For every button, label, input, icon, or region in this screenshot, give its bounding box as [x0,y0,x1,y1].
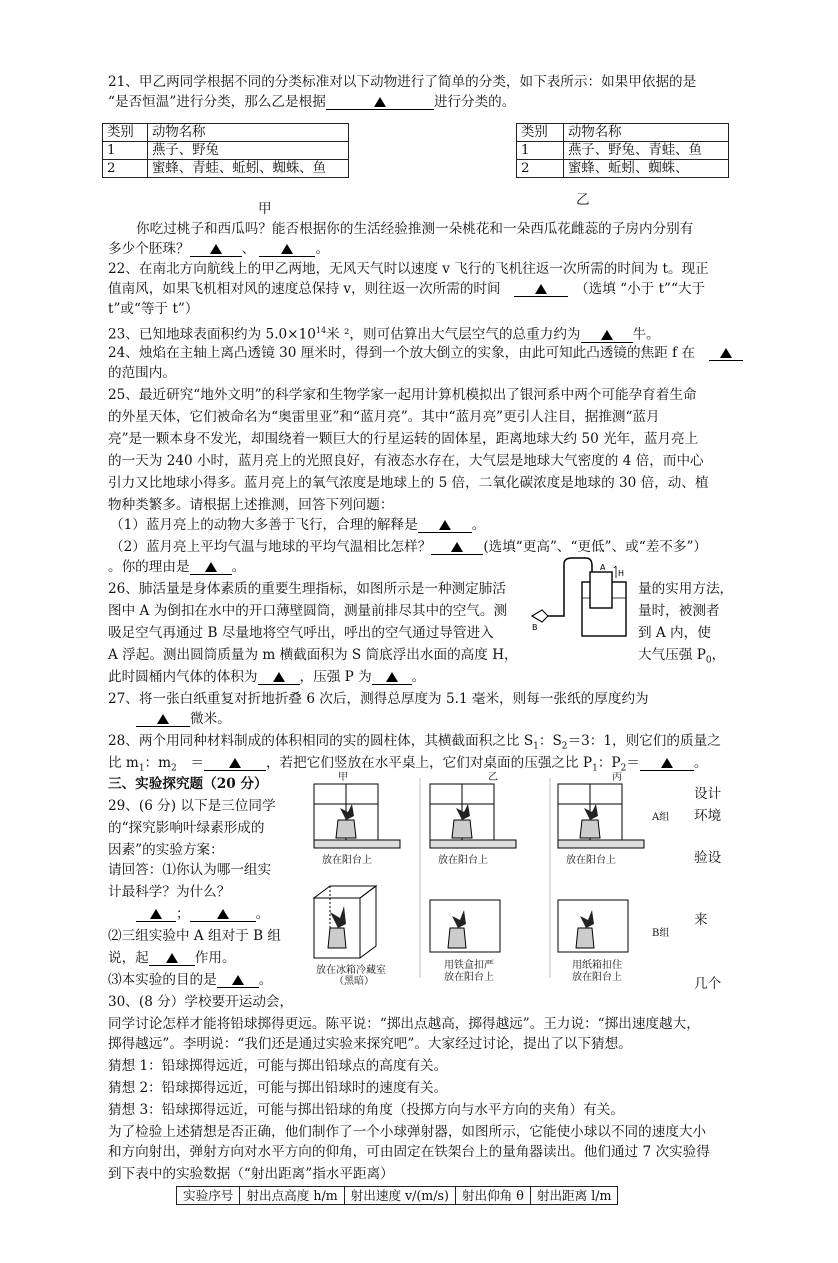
triangle-icon [273,672,285,682]
q30-line: 同学讨论怎样才能将铅球掷得更远。陈平说：“掷出点越高，掷得越远”。王力说：“掷出速度越大， [108,1016,700,1032]
q28-line1: 28、两个用同种材料制成的体积相同的实的圆柱体，其横截面积之比 $S_1$：$S_2=3$：1，则它们的质量之 [108,733,721,752]
answer-blank[interactable] [136,907,176,922]
q26-line1: 26、肺活量是身体素质的重要生理指标，如图所示是一种测定肺活 [108,581,506,597]
q26-line1-right: 量的实用方法， [638,581,734,597]
q21-peach-line2: 多少个胚珠？ 、 。 [108,241,330,257]
q25-line: 25、最近研究“地外文明”的科学家和生物学家一起用计算机模拟出了银河系中两个可能孕育着生命 [108,387,697,403]
answer-blank[interactable] [190,907,256,922]
q29-side-text: 环境 [694,808,722,824]
table-row: 1 燕子、野兔 [103,142,349,160]
answer-blank[interactable] [431,540,483,555]
q25-sub2-reason: 。你的理由是 。 [108,559,246,575]
table-row: 2 蜜蜂、青蛙、蚯蚓、蜘蛛、鱼 [103,160,349,178]
q30-guess: 猜想 1：铅球掷得远近，可能与掷出铅球点的高度有关。 [108,1058,448,1074]
triangle-icon [166,953,178,963]
q25-line: 的一天为 240 小时，蓝月亮上的光照良好，有液态水存在，大气层是地球大气密度的 4 倍，而中心 [108,453,704,469]
q28-line2: 比 $m_1$：$m_2$ ＝ ，若把它们竖放在水平桌上，它们对桌面的压强之比 $P_1$：$P_2=$ 。 [108,755,708,774]
svg-text:H: H [618,569,625,578]
svg-text:B: B [532,623,538,632]
triangle-icon [205,562,217,572]
q30-guess: 猜想 2：铅球掷得远近，可能与掷出铅球时的速度有关。 [108,1080,448,1096]
answer-blank[interactable] [136,712,190,727]
q30-line: 和方向射出，弹射方向对水平方向的仰角，可由固定在铁架台上的量角器读出。他们通过 7 次实验得 [108,1144,710,1160]
q26-line5: 此时圆桶内气体的体积为 ，压强 P 为 。 [108,669,426,685]
answer-blank[interactable] [514,282,568,297]
q29-line: 29、(6 分) 以下是三位同学 [108,798,276,814]
figure-caption: （黑暗） [334,976,374,987]
figure-caption: 放在阳台上 [572,972,622,983]
figure-caption: 放在阳台上 [438,855,488,866]
q29-line: ⑶本实验的目的是 。 [108,972,273,988]
q29-line: 说，起 作用。 [108,950,236,966]
q27-line2: 微米。 [136,709,231,729]
q26-line3-right: 到 A 内，使 [638,625,711,641]
q25-line: 亮”是一颗本身不发光，却围绕着一颗巨大的行星运转的固体星，距离地球大约 50 光年，蓝月亮上 [108,431,699,447]
q30-line: 30、(8 分）学校要开运动会， [108,994,294,1010]
triangle-icon [150,909,162,919]
lung-capacity-apparatus-figure [528,556,638,648]
q25-line: 物种类繁多。请根据上述推测，回答下列问题： [108,497,394,513]
q30-data-table [176,1186,618,1205]
table-yi: 类别 动物名称 1 燕子、野兔、青蛙、鱼 2 蜜蜂、蚯蚓、蜘蛛、 [516,123,729,178]
answer-blank[interactable] [259,242,315,257]
q21-line1: 21、甲乙两同学根据不同的分类标准对以下动物进行了简单的分类，如下表所示：如果甲依据的是 [108,74,697,90]
q30-line: 为了检验上述猜想是否正确，他们制作了一个小球弹射器，如图所示，它能使小球以不同的速度大小 [108,1124,707,1140]
figure-caption: 用铁盒扣严 [444,960,494,971]
answer-blank[interactable] [258,670,300,685]
q30-line: 到下表中的实验数据（“射出距离”指水平距离） [108,1166,394,1182]
answer-blank[interactable] [190,242,242,257]
triangle-icon [374,97,386,107]
q29-line: 请回答：⑴你认为哪一组实 [108,862,272,878]
table-jia: 类别 动物名称 1 燕子、野兔 2 蜜蜂、青蛙、蚯蚓、蜘蛛、鱼 [102,123,349,178]
answer-blank[interactable] [326,95,434,110]
table-row: 1 燕子、野兔、青蛙、鱼 [517,142,729,160]
q29-line: 的“探究影响叶绿素形成的 [108,820,265,836]
q26-line2: 图中 A 为倒扣在水中的开口薄壁圆筒，测量前排尽其中的空气。测 [108,603,508,619]
triangle-icon [217,909,229,919]
triangle-icon [535,284,547,294]
triangle-icon [386,672,398,682]
figure-caption: 放在阳台上 [444,972,494,983]
q26-line4-right: 大气压强 $P_0$， [638,647,726,666]
q29-line: 计最科学？为什么？ [108,884,231,900]
triangle-icon [210,244,222,254]
q30-line: 掷得越远”。李明说：“我们还是通过实验来探究吧”。大家经过讨论，提出了以下猜想。 [108,1036,632,1052]
table-header-row: 实验序号 射出点高度 h/m 射出速度 v/(m/s) 射出仰角 θ 射出距离 l/m [177,1187,618,1205]
answer-blank[interactable] [204,756,266,771]
answer-blank[interactable] [418,518,472,533]
col-label: 甲 [338,772,348,783]
q29-answer-line: ； 。 [136,904,269,924]
q29-side-text: 几个 [694,976,722,992]
answer-blank[interactable] [149,951,195,966]
figure-caption: 放在冰箱冷藏室 [316,965,386,976]
triangle-icon [601,330,613,340]
q24-line2: 的范围内。 [108,365,176,381]
section-heading: 三、实验探究题（20 分） [108,776,268,792]
q21-peach-line1: 你吃过桃子和西瓜吗？能否根据你的生活经验推测一朵桃花和一朵西瓜花雌蕊的子房内分别有 [136,221,694,237]
q25-sub1: （1）蓝月亮上的动物大多善于飞行，合理的解释是 。 [110,517,486,533]
col-label: 乙 [488,772,498,783]
q29-line: 因素”的实验方案： [108,842,224,858]
col-label: 丙 [612,772,622,783]
triangle-icon [281,244,293,254]
table-yi-caption: 乙 [576,192,590,208]
q30-guess: 猜想 3：铅球掷得远近，可能与掷出铅球的角度（投掷方向与水平方向的夹角）有关。 [108,1102,624,1118]
answer-blank[interactable] [217,973,259,988]
q21-line2: “是否恒温”进行分类，那么乙是根据 进行分类的。 [108,94,516,110]
answer-blank[interactable] [709,346,743,361]
q25-line: 的外星天体，它们被命名为“奥雷里亚”和“蓝月亮”。其中“蓝月亮”更引人注目，据推测“蓝月 [108,409,660,425]
q27-line1: 27、将一张白纸重复对折地折叠 6 次后，测得总厚度为 5.1 毫米，则每一张纸的厚度约为 [108,691,649,707]
triangle-icon [661,758,673,768]
q26-line4: A 浮起。测出圆筒质量为 m 横截面积为 S 筒底浮出水面的高度 H， [108,647,518,663]
table-jia-caption: 甲 [258,201,272,217]
q22-line3: t”或“等于 t”） [108,301,199,317]
row-label: B组 [652,928,670,939]
answer-blank[interactable] [581,328,633,343]
q29-line: ⑵三组实验中 A 组对于 B 组 [108,928,282,944]
q29-side-text: 验设 [694,850,722,866]
q22-line2: 值南风，如果飞机相对风的速度总保持 v，则往返一次所需的时间 （选填 “小于 t”“大于 [108,281,706,297]
answer-blank[interactable] [190,560,232,575]
figure-caption: 放在阳台上 [566,855,616,866]
triangle-icon [232,975,244,985]
q22-line1: 22、在南北方向航线上的甲乙两地，无风天气时以速度 v 飞行的飞机往返一次所需的时间为 t。现正 [108,261,709,277]
svg-text:A: A [600,563,606,572]
answer-blank[interactable] [372,670,412,685]
q26-line2-right: 量时，被测者 [638,603,720,619]
q24-line1: 24、烛焰在主轴上离凸透镜 30 厘米时，得到一个放大倒立的实象，由此可知此凸透镜的焦距 f 在 [108,343,743,363]
figure-caption: 用纸箱扣住 [572,960,622,971]
table-row: 2 蜜蜂、蚯蚓、蜘蛛、 [517,160,729,178]
triangle-icon [439,520,451,530]
triangle-icon [720,348,732,358]
triangle-icon [157,714,169,724]
row-label: A组 [652,812,670,823]
q25-sub2: （2）蓝月亮上平均气温与地球的平均气温相比怎样？ (选填“更高”、“更低”、或“差不多”） [110,539,708,555]
q29-side-text: 来 [694,912,708,928]
q23-line: 23、已知地球表面积约为 $5.0\times 10^{14}$米 ²，则可估算出大气层空气的总重力约为 牛。 [108,326,660,343]
figure-caption: 放在阳台上 [322,855,372,866]
q26-line3: 吸足空气再通过 B 尽量地将空气呼出，呼出的空气通过导管进入 [108,625,494,641]
q29-side-text: 设计 [694,786,722,802]
triangle-icon [229,758,241,768]
triangle-icon [451,542,463,552]
answer-blank[interactable] [640,756,694,771]
experiment-figure [300,778,682,978]
q25-line: 引力又比地球小得多。蓝月亮上的氧气浓度是地球上的 5 倍，二氧化碳浓度是地球的 30 倍，动、植 [108,475,709,491]
